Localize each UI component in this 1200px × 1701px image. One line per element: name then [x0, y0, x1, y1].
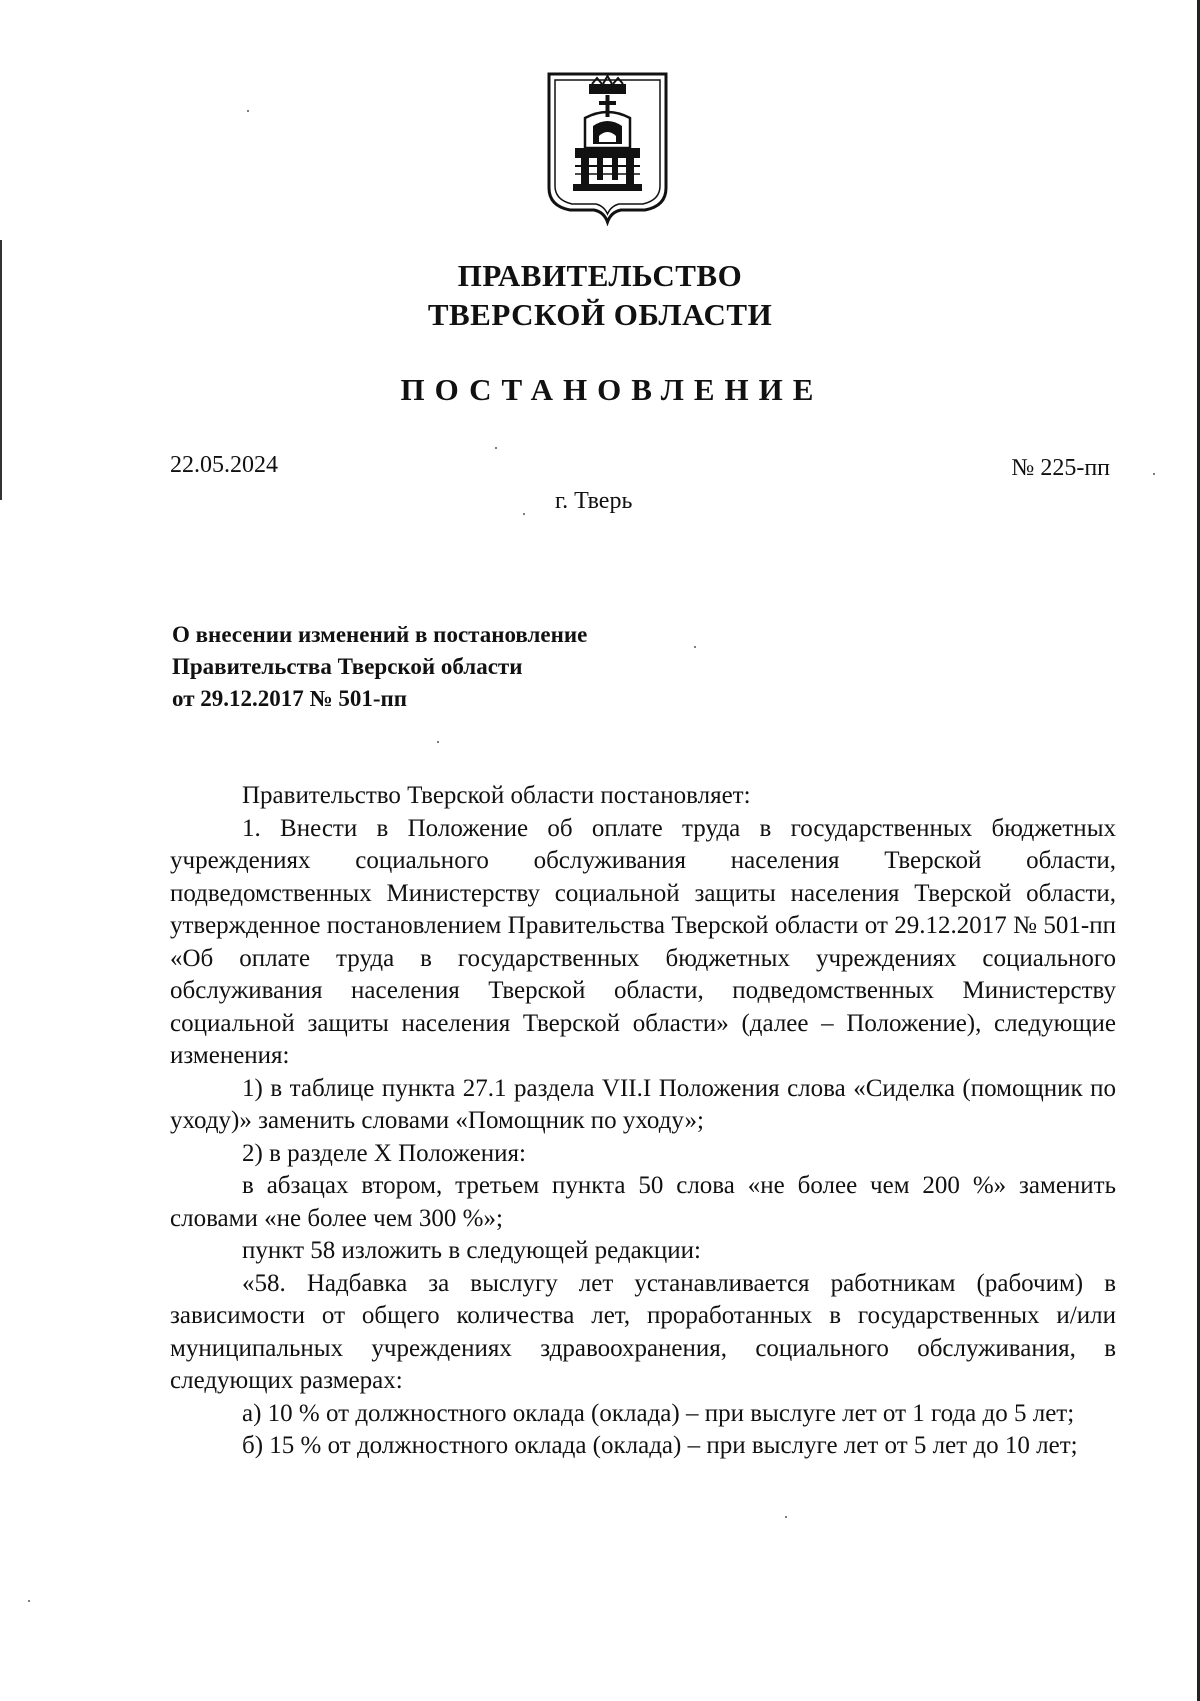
- document-subject: [172, 619, 587, 715]
- government-title-line1: ПРАВИТЕЛЬСТВО: [457, 258, 743, 293]
- scan-speck: [694, 646, 696, 648]
- scan-speck: [1153, 473, 1155, 475]
- document-body: [170, 780, 1116, 1463]
- body-paragraph: 1) в таблице пункта 27.1 раздела VII.I Положения слова «Сиделка (помощник по уходу)» заменить словами «Помощник по уходу»;: [170, 1074, 1116, 1134]
- subject-line-1: О внесении изменений в постановление: [172, 622, 588, 647]
- body-paragraph: б) 15 % от должностного оклада (оклада) – при выслуге лет от 5 лет до 10 лет;: [242, 1432, 1078, 1459]
- document-type-title: ПОСТАНОВЛЕНИЕ: [400, 372, 824, 407]
- body-paragraph: Правительство Тверской области постановляет:: [242, 782, 751, 809]
- body-paragraph: а) 10 % от должностного оклада (оклада) – при выслуге лет от 1 года до 5 лет;: [242, 1399, 1075, 1427]
- body-paragraph: «58. Надбавка за выслугу лет устанавливается работникам (рабочим) в зависимости от общего количества лет, проработанных в государственных и/или муниципальных учреждениях здравоохранения, социального обслуживания, в следующих размерах:: [170, 1269, 1116, 1394]
- document-date: 22.05.2024: [170, 452, 278, 478]
- body-paragraph: 2) в разделе X Положения:: [242, 1139, 526, 1167]
- scan-speck: [437, 741, 439, 743]
- scan-speck: [785, 1516, 787, 1518]
- document-city: г. Тверь: [555, 488, 633, 514]
- scan-speck: [247, 110, 249, 112]
- scan-speck: [495, 447, 497, 449]
- subject-line-2: Правительства Тверской области: [172, 654, 523, 679]
- scan-speck: [523, 513, 525, 515]
- government-title-line2: ТВЕРСКОЙ ОБЛАСТИ: [427, 297, 773, 332]
- document-number: № 225-пп: [1011, 455, 1110, 481]
- body-paragraph: 1. Внести в Положение об оплате труда в государственных бюджетных учреждениях социального обслуживания населения Тверской области, подведомственных Министерству социальной защиты населения Тверской области, утвержденное постановлением Правительства Тверской области от 29.12.2017 № 501-пп «Об оплате труда в государственных бюджетных учреждениях социального обслуживания населения Тверской области, подведомственных Министерству социальной защиты населения Тверской области» (далее – Положение), следующие изменения:: [170, 814, 1116, 1069]
- tver-coat-of-arms-icon: [545, 70, 670, 226]
- body-paragraph: пункт 58 изложить в следующей редакции:: [242, 1237, 701, 1264]
- subject-line-3: от 29.12.2017 № 501-пп: [172, 686, 408, 711]
- body-paragraph: в абзацах втором, третьем пункта 50 слова «не более чем 200 %» заменить словами «не более чем 300 %»;: [170, 1172, 1116, 1232]
- scan-speck: [28, 1600, 30, 1602]
